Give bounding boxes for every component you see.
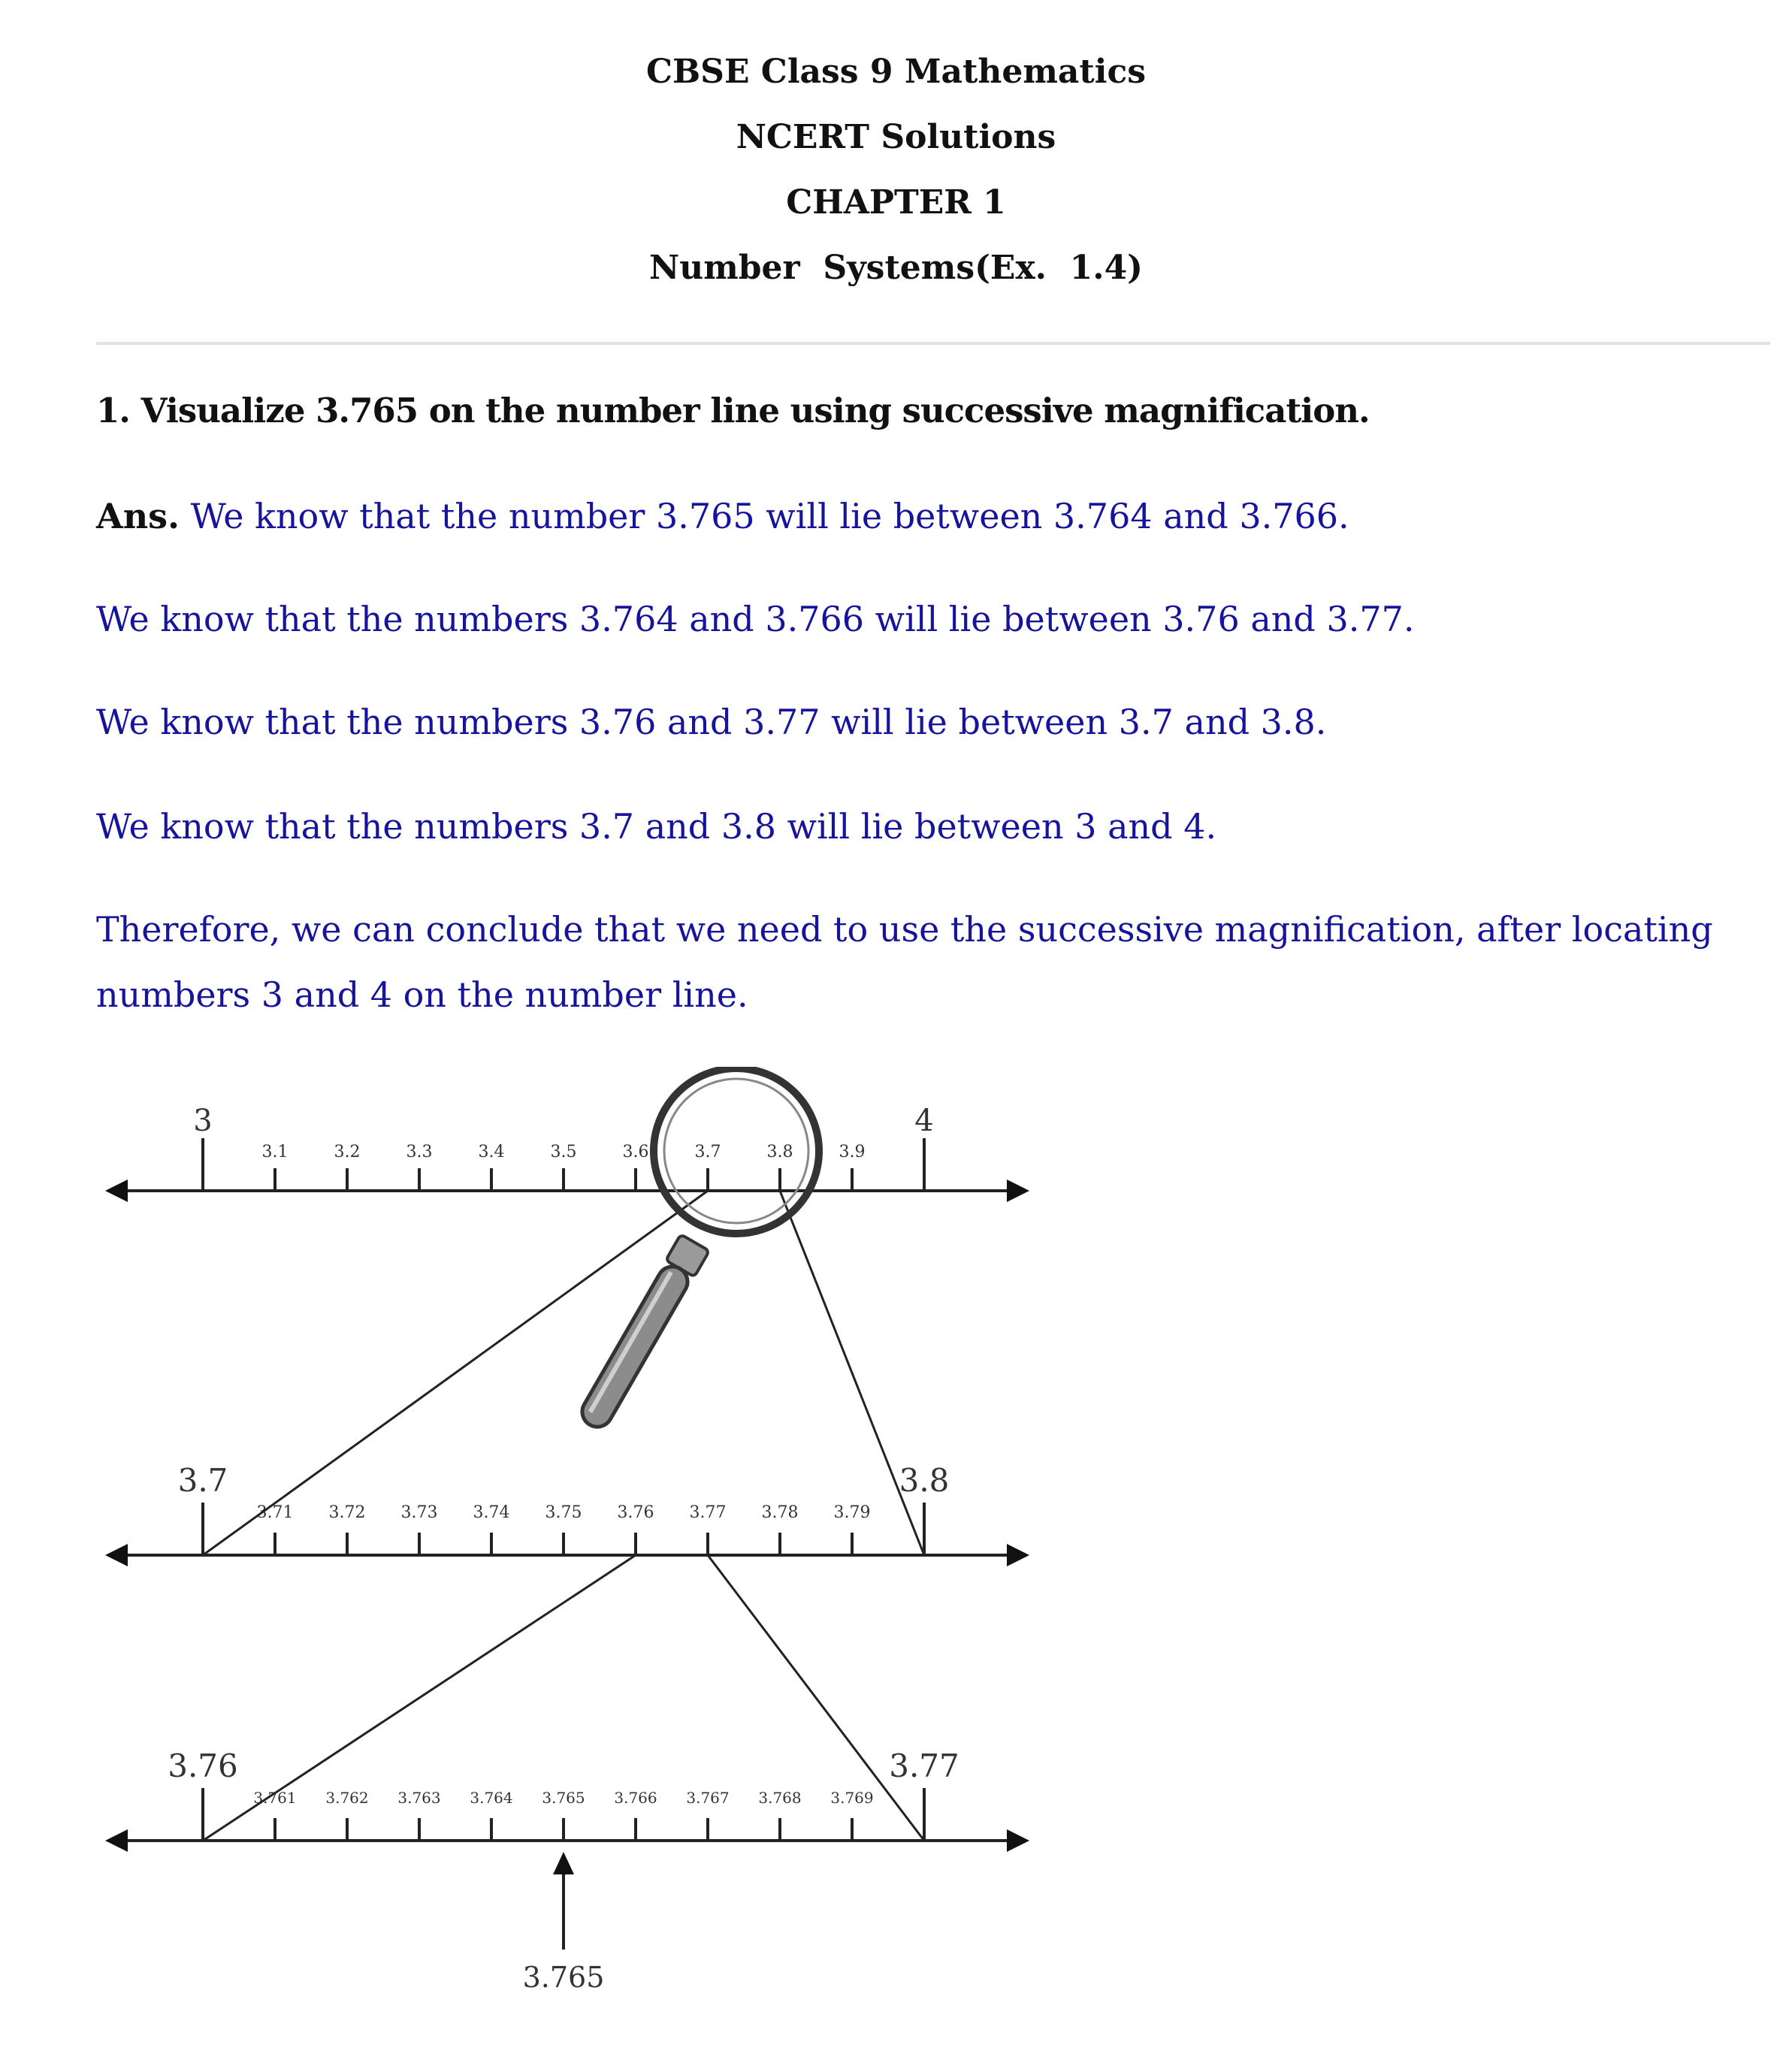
line-2-tick-label: 3.75 — [545, 1503, 582, 1522]
line-1-tick-label: 3.6 — [622, 1143, 649, 1161]
answer-text-1: We know that the number 3.765 will lie between 3.764 and 3.766. — [190, 496, 1349, 536]
line-1-end-label: 4 — [914, 1104, 934, 1138]
header-chapter: CHAPTER 1 — [786, 183, 1006, 222]
line-3-end-label: 3.77 — [889, 1747, 959, 1784]
line-3-tick-label: 3.765 — [542, 1789, 585, 1807]
header-subject: CBSE Class 9 Mathematics — [645, 53, 1147, 91]
line-3-tick-label: 3.761 — [253, 1789, 297, 1807]
line-1-tick-label: 3.5 — [550, 1143, 577, 1161]
line-2-tick-label: 3.78 — [761, 1503, 799, 1522]
line-2-tick-label: 3.72 — [328, 1503, 366, 1522]
line-3-left-arrow — [105, 1829, 128, 1852]
number-line-diagram — [90, 1067, 1037, 2013]
line-2-tick-label: 3.79 — [833, 1503, 871, 1522]
line-1-tick-label: 3.7 — [694, 1143, 721, 1161]
header-series: NCERT Solutions — [736, 118, 1056, 156]
line-3-tick-label: 3.768 — [758, 1789, 802, 1807]
line-2-right-arrow — [1007, 1544, 1029, 1566]
line-1-left-arrow — [105, 1179, 128, 1202]
question-text: 1. Visualize 3.765 on the number line using successive magnification. — [96, 391, 1370, 430]
line-3-tick-label: 3.769 — [830, 1789, 874, 1807]
header-topic: Number Systems(Ex. 1.4) — [648, 249, 1143, 287]
line-1-tick-label: 3.9 — [839, 1143, 866, 1161]
magnify-connector-right-2 — [708, 1555, 924, 1841]
answer-label: Ans. — [96, 496, 180, 536]
line-3-tick-label: 3.764 — [470, 1789, 513, 1807]
line-1-tick-label: 3.2 — [334, 1143, 361, 1161]
line-1-tick-label: 3.1 — [261, 1143, 289, 1161]
answer-paragraph-5a: Therefore, we can conclude that we need to use the successive magnification, after locating — [96, 909, 1713, 950]
line-3-tick-label: 3.767 — [686, 1789, 730, 1807]
line-3-tick-label: 3.763 — [397, 1789, 441, 1807]
number-line-figure — [90, 1067, 1037, 2013]
answer-paragraph-4: We know that the numbers 3.7 and 3.8 will lie between 3 and 4. — [96, 806, 1217, 847]
line-2-tick-label: 3.71 — [256, 1503, 294, 1522]
line-2-tick-label: 3.76 — [617, 1503, 654, 1522]
answer-paragraph-3: We know that the numbers 3.76 and 3.77 will lie between 3.7 and 3.8. — [96, 702, 1327, 742]
line-2-tick-label: 3.73 — [400, 1503, 438, 1522]
line-3-right-arrow — [1007, 1829, 1029, 1852]
line-3-start-label: 3.76 — [168, 1747, 238, 1784]
target-value-label: 3.765 — [522, 1961, 605, 1994]
line-3-tick-label: 3.766 — [614, 1789, 657, 1807]
line-2-start-label: 3.7 — [177, 1462, 228, 1499]
magnifying-glass-icon — [576, 1068, 819, 1433]
line-1-tick-label: 3.3 — [406, 1143, 433, 1161]
answer-paragraph-1 — [96, 496, 1349, 536]
line-1-start-label: 3 — [193, 1104, 213, 1138]
header-divider — [96, 342, 1770, 345]
line-2-tick-label: 3.77 — [689, 1503, 727, 1522]
line-2-end-label: 3.8 — [899, 1462, 950, 1499]
pointer-arrow-icon — [553, 1852, 574, 1950]
answer-paragraph-2: We know that the numbers 3.764 and 3.766 will lie between 3.76 and 3.77. — [96, 599, 1415, 639]
line-2-tick-label: 3.74 — [473, 1503, 510, 1522]
line-1-tick-label: 3.8 — [766, 1143, 793, 1161]
line-2-left-arrow — [105, 1544, 128, 1566]
line-3-tick-label: 3.762 — [325, 1789, 369, 1807]
magnify-connector-right-1 — [780, 1191, 924, 1555]
line-1-tick-label: 3.4 — [478, 1143, 505, 1161]
line-1-right-arrow — [1007, 1179, 1029, 1202]
answer-paragraph-5b: numbers 3 and 4 on the number line. — [96, 974, 748, 1015]
